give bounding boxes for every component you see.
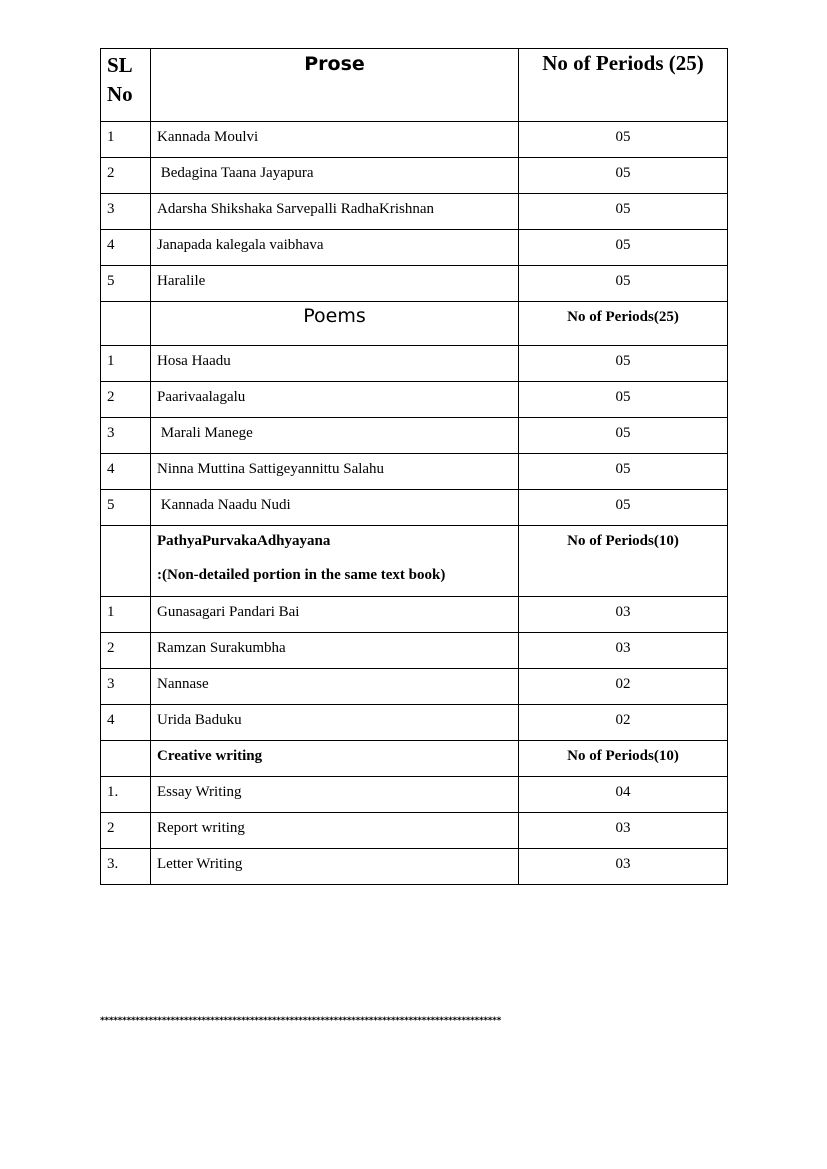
- lesson-cell: Hosa Haadu: [151, 346, 519, 382]
- table-row: [101, 346, 728, 382]
- pathya-section-title: PathyaPurvakaAdhyayana: [157, 533, 331, 549]
- table-row: [101, 813, 728, 849]
- syllabus-table: [100, 48, 728, 885]
- periods-cell: 05: [519, 490, 728, 526]
- creative-periods-header: No of Periods(10): [519, 741, 728, 777]
- sl-cell: 4: [101, 454, 151, 490]
- poems-periods-header: No of Periods(25): [519, 302, 728, 346]
- lesson-cell: Ramzan Surakumbha: [151, 633, 519, 669]
- table-header-row: [101, 49, 728, 122]
- table-row: [101, 669, 728, 705]
- lesson-cell: Kannada Moulvi: [151, 122, 519, 158]
- periods-cell: 02: [519, 669, 728, 705]
- table-row: [101, 418, 728, 454]
- periods-cell: 05: [519, 382, 728, 418]
- lesson-cell: Kannada Naadu Nudi: [151, 490, 519, 526]
- periods-cell: 03: [519, 849, 728, 885]
- periods-cell: 05: [519, 454, 728, 490]
- empty-cell: [101, 741, 151, 777]
- lesson-cell: Essay Writing: [151, 777, 519, 813]
- table-row: [101, 266, 728, 302]
- sl-cell: 1: [101, 597, 151, 633]
- table-row: [101, 633, 728, 669]
- lesson-cell: Urida Baduku: [151, 705, 519, 741]
- lesson-cell: Paarivaalagalu: [151, 382, 519, 418]
- lesson-cell: Letter Writing: [151, 849, 519, 885]
- table-row: [101, 777, 728, 813]
- lesson-cell: Report writing: [151, 813, 519, 849]
- table-row: [101, 705, 728, 741]
- table-row: [101, 122, 728, 158]
- sl-cell: 1: [101, 122, 151, 158]
- lesson-cell: Bedagina Taana Jayapura: [151, 158, 519, 194]
- sl-cell: 3: [101, 418, 151, 454]
- pathya-section-title-cell: [151, 526, 519, 597]
- lesson-cell: Marali Manege: [151, 418, 519, 454]
- sl-cell: 3.: [101, 849, 151, 885]
- periods-cell: 03: [519, 633, 728, 669]
- periods-cell: 04: [519, 777, 728, 813]
- periods-cell: 05: [519, 266, 728, 302]
- lesson-cell: Gunasagari Pandari Bai: [151, 597, 519, 633]
- sl-cell: 4: [101, 230, 151, 266]
- sl-cell: 2: [101, 382, 151, 418]
- periods-cell: 05: [519, 230, 728, 266]
- poems-section-row: [101, 302, 728, 346]
- lesson-cell: Adarsha Shikshaka Sarvepalli RadhaKrishnan: [151, 194, 519, 230]
- sl-cell: 5: [101, 490, 151, 526]
- pathya-periods-header: No of Periods(10): [519, 526, 728, 597]
- creative-section-title: Creative writing: [151, 741, 519, 777]
- table-row: [101, 158, 728, 194]
- prose-header: Prose: [151, 49, 519, 122]
- pathya-section-subtitle: :(Non-detailed portion in the same text book): [157, 567, 446, 583]
- periods-cell: 05: [519, 158, 728, 194]
- sl-no-header: SL No: [101, 49, 151, 122]
- periods-cell: 05: [519, 122, 728, 158]
- periods-cell: 02: [519, 705, 728, 741]
- sl-cell: 2: [101, 633, 151, 669]
- table-row: [101, 597, 728, 633]
- sl-cell: 3: [101, 194, 151, 230]
- table-row: [101, 194, 728, 230]
- sl-cell: 4: [101, 705, 151, 741]
- lesson-cell: Ninna Muttina Sattigeyannittu Salahu: [151, 454, 519, 490]
- periods-cell: 03: [519, 813, 728, 849]
- pathya-section-row: [101, 526, 728, 597]
- creative-section-row: [101, 741, 728, 777]
- table-row: [101, 230, 728, 266]
- periods-cell: 05: [519, 418, 728, 454]
- sl-cell: 3: [101, 669, 151, 705]
- lesson-cell: Haralile: [151, 266, 519, 302]
- sl-cell: 2: [101, 158, 151, 194]
- periods-cell: 03: [519, 597, 728, 633]
- sl-cell: 1: [101, 346, 151, 382]
- table-row: [101, 849, 728, 885]
- sl-cell: 1.: [101, 777, 151, 813]
- periods-cell: 05: [519, 194, 728, 230]
- table-row: [101, 382, 728, 418]
- table-row: [101, 454, 728, 490]
- lesson-cell: Nannase: [151, 669, 519, 705]
- sl-cell: 5: [101, 266, 151, 302]
- footer-separator: *******************************************************************************************: [100, 1016, 501, 1026]
- table-row: [101, 490, 728, 526]
- periods-header: No of Periods (25): [519, 49, 728, 122]
- poems-section-title: Poems: [151, 302, 519, 346]
- lesson-cell: Janapada kalegala vaibhava: [151, 230, 519, 266]
- sl-cell: 2: [101, 813, 151, 849]
- empty-cell: [101, 302, 151, 346]
- periods-cell: 05: [519, 346, 728, 382]
- empty-cell: [101, 526, 151, 597]
